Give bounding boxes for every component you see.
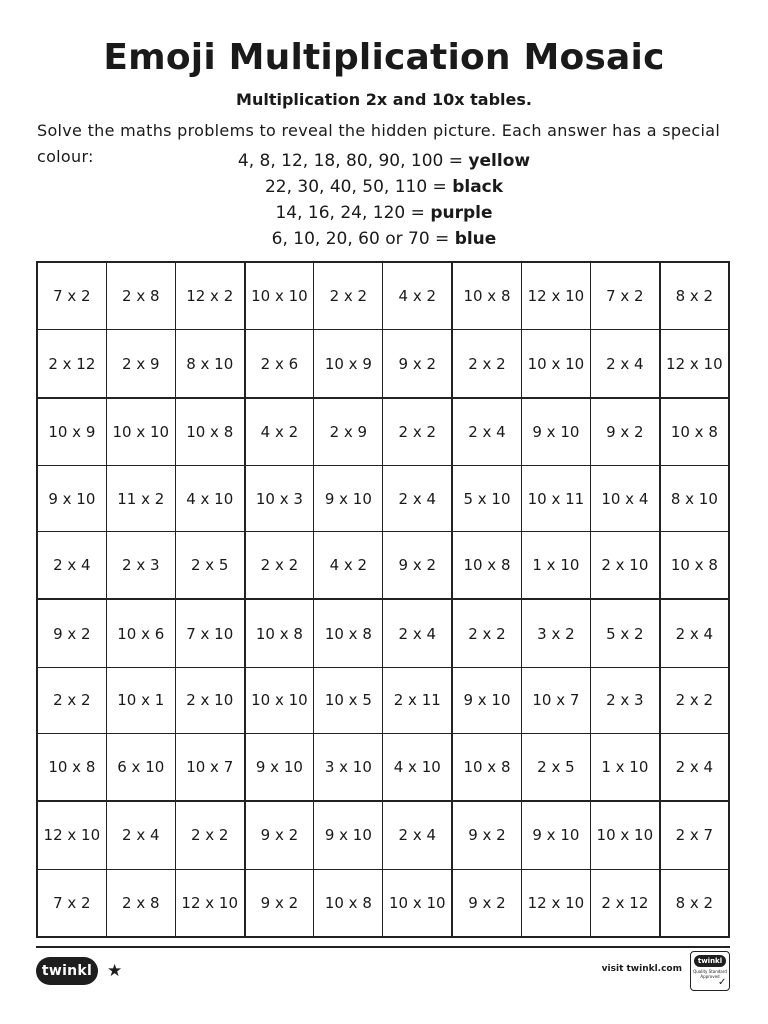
grid-cell[interactable]: 10 x 6: [106, 599, 175, 667]
key-colour: purple: [430, 203, 493, 223]
grid-cell[interactable]: 10 x 8: [660, 532, 729, 600]
grid-cell[interactable]: 2 x 4: [660, 733, 729, 801]
key-colour: yellow: [468, 151, 531, 171]
instructions: Solve the maths problems to reveal the hidden picture. Each answer has a special colour:: [37, 121, 721, 166]
grid-cell[interactable]: 8 x 2: [660, 262, 729, 330]
grid-cell[interactable]: 9 x 10: [314, 466, 383, 532]
grid-cell[interactable]: 4 x 10: [383, 733, 452, 801]
grid-cell[interactable]: 6 x 10: [106, 733, 175, 801]
grid-cell[interactable]: 10 x 8: [452, 262, 521, 330]
grid-cell[interactable]: 2 x 4: [383, 466, 452, 532]
grid-cell[interactable]: 7 x 2: [591, 262, 660, 330]
grid-cell[interactable]: 12 x 10: [37, 801, 106, 869]
quality-badge: [690, 951, 730, 991]
grid-cell[interactable]: 10 x 8: [314, 599, 383, 667]
grid-row: [37, 599, 729, 667]
badge-text: Quality Standard Approved: [693, 969, 727, 979]
grid-cell[interactable]: 4 x 2: [245, 398, 314, 466]
grid-cell[interactable]: 2 x 2: [383, 398, 452, 466]
grid-cell[interactable]: 4 x 2: [314, 532, 383, 600]
grid-cell[interactable]: 9 x 10: [245, 733, 314, 801]
grid-cell[interactable]: 9 x 2: [591, 398, 660, 466]
grid-cell[interactable]: 10 x 1: [106, 667, 175, 733]
check-icon: ✓: [718, 977, 727, 988]
grid-cell[interactable]: 9 x 10: [452, 667, 521, 733]
grid-cell[interactable]: 2 x 2: [452, 330, 521, 398]
grid-cell[interactable]: 10 x 8: [175, 398, 244, 466]
grid-cell[interactable]: 10 x 8: [452, 532, 521, 600]
colour-key-line: [0, 148, 768, 174]
grid-cell[interactable]: 10 x 8: [245, 599, 314, 667]
grid-cell[interactable]: 2 x 12: [37, 330, 106, 398]
grid-cell[interactable]: 2 x 4: [383, 599, 452, 667]
grid-cell[interactable]: 2 x 6: [245, 330, 314, 398]
grid-cell[interactable]: 10 x 9: [314, 330, 383, 398]
grid-cell[interactable]: 2 x 9: [314, 398, 383, 466]
grid-cell[interactable]: 10 x 8: [660, 398, 729, 466]
grid-cell[interactable]: 7 x 2: [37, 262, 106, 330]
grid-cell[interactable]: 3 x 2: [521, 599, 590, 667]
colour-key-line: [0, 174, 768, 200]
grid-cell[interactable]: 1 x 10: [521, 532, 590, 600]
grid-row: [37, 733, 729, 801]
grid-cell[interactable]: 10 x 10: [245, 667, 314, 733]
key-colour: blue: [454, 229, 497, 249]
grid-cell[interactable]: 10 x 7: [175, 733, 244, 801]
grid-cell[interactable]: 2 x 4: [591, 330, 660, 398]
grid-row: [37, 330, 729, 398]
key-numbers: 22, 30, 40, 50, 110 =: [264, 177, 453, 197]
footer-divider: [36, 946, 730, 948]
grid-cell[interactable]: 9 x 10: [37, 466, 106, 532]
grid-cell[interactable]: 12 x 10: [521, 869, 590, 937]
grid-cell[interactable]: 10 x 9: [37, 398, 106, 466]
key-numbers: 14, 16, 24, 120 =: [275, 203, 431, 223]
grid-cell[interactable]: 2 x 2: [452, 599, 521, 667]
grid-cell[interactable]: 7 x 2: [37, 869, 106, 937]
grid-cell[interactable]: 2 x 2: [314, 262, 383, 330]
mosaic-grid: [36, 261, 730, 938]
grid-cell[interactable]: 12 x 10: [175, 869, 244, 937]
grid-cell[interactable]: 9 x 2: [37, 599, 106, 667]
grid-cell[interactable]: 2 x 8: [106, 869, 175, 937]
grid-cell[interactable]: 2 x 7: [660, 801, 729, 869]
grid-cell[interactable]: 9 x 2: [452, 801, 521, 869]
grid-cell[interactable]: 2 x 11: [383, 667, 452, 733]
badge-logo: twinkl: [694, 955, 726, 967]
grid-cell[interactable]: 2 x 4: [452, 398, 521, 466]
grid-row: [37, 262, 729, 330]
grid-cell[interactable]: 11 x 2: [106, 466, 175, 532]
grid-row: [37, 532, 729, 600]
grid-cell[interactable]: 10 x 5: [314, 667, 383, 733]
grid-cell[interactable]: 3 x 10: [314, 733, 383, 801]
grid-cell[interactable]: 9 x 10: [314, 801, 383, 869]
grid-cell[interactable]: 10 x 7: [521, 667, 590, 733]
grid-cell[interactable]: 10 x 10: [383, 869, 452, 937]
grid-cell[interactable]: 2 x 5: [521, 733, 590, 801]
grid-cell[interactable]: 2 x 4: [660, 599, 729, 667]
grid-cell[interactable]: 2 x 4: [37, 532, 106, 600]
grid-cell[interactable]: 2 x 2: [245, 532, 314, 600]
key-numbers: 6, 10, 20, 60 or 70 =: [271, 229, 455, 249]
grid-cell[interactable]: 2 x 10: [175, 667, 244, 733]
grid-cell[interactable]: 2 x 4: [383, 801, 452, 869]
page-title: Emoji Multiplication Mosaic: [103, 37, 665, 78]
colour-key: [0, 148, 768, 252]
grid-cell[interactable]: 10 x 8: [452, 733, 521, 801]
grid-cell[interactable]: 10 x 3: [245, 466, 314, 532]
grid-cell[interactable]: 2 x 2: [175, 801, 244, 869]
grid-cell[interactable]: 5 x 10: [452, 466, 521, 532]
grid-row: [37, 466, 729, 532]
grid-cell[interactable]: 2 x 4: [106, 801, 175, 869]
grid-cell[interactable]: 8 x 10: [660, 466, 729, 532]
grid-cell[interactable]: 9 x 10: [521, 801, 590, 869]
grid-cell[interactable]: 9 x 2: [245, 801, 314, 869]
grid-cell[interactable]: 12 x 10: [660, 330, 729, 398]
grid-cell[interactable]: 2 x 10: [591, 532, 660, 600]
grid-cell[interactable]: 10 x 10: [245, 262, 314, 330]
grid-cell[interactable]: 10 x 8: [37, 733, 106, 801]
grid-cell[interactable]: 2 x 5: [175, 532, 244, 600]
visit-link[interactable]: visit twinkl.com: [601, 964, 682, 974]
grid-cell[interactable]: 10 x 10: [106, 398, 175, 466]
grid-cell[interactable]: 10 x 11: [521, 466, 590, 532]
grid-cell[interactable]: 10 x 10: [591, 801, 660, 869]
grid-cell[interactable]: 5 x 2: [591, 599, 660, 667]
grid-cell[interactable]: 2 x 2: [660, 667, 729, 733]
key-numbers: 4, 8, 12, 18, 80, 90, 100 =: [237, 151, 469, 171]
grid-cell[interactable]: 9 x 2: [452, 869, 521, 937]
grid-cell[interactable]: 12 x 10: [521, 262, 590, 330]
grid-cell[interactable]: 9 x 10: [521, 398, 590, 466]
grid-cell[interactable]: 4 x 10: [175, 466, 244, 532]
colour-key-line: [0, 200, 768, 226]
grid-cell[interactable]: 12 x 2: [175, 262, 244, 330]
grid-row: [37, 801, 729, 869]
grid-cell[interactable]: 2 x 12: [591, 869, 660, 937]
grid-cell[interactable]: 10 x 10: [521, 330, 590, 398]
grid-row: [37, 398, 729, 466]
grid-cell[interactable]: 2 x 8: [106, 262, 175, 330]
grid-cell[interactable]: 1 x 10: [591, 733, 660, 801]
grid-cell[interactable]: 9 x 2: [383, 532, 452, 600]
grid-cell[interactable]: 8 x 2: [660, 869, 729, 937]
grid-cell[interactable]: 4 x 2: [383, 262, 452, 330]
star-icon: ★: [107, 961, 123, 981]
grid-cell[interactable]: 10 x 8: [314, 869, 383, 937]
grid-cell[interactable]: 7 x 10: [175, 599, 244, 667]
twinkl-logo: twinkl: [36, 957, 98, 985]
grid-cell[interactable]: 2 x 3: [106, 532, 175, 600]
colour-key-line: [0, 226, 768, 252]
grid-cell[interactable]: 9 x 2: [245, 869, 314, 937]
grid-row: [37, 667, 729, 733]
key-colour: black: [452, 177, 504, 197]
grid-cell[interactable]: 10 x 4: [591, 466, 660, 532]
grid-cell[interactable]: 8 x 10: [175, 330, 244, 398]
page-subtitle: Multiplication 2x and 10x tables.: [236, 90, 532, 109]
grid-cell[interactable]: 9 x 2: [383, 330, 452, 398]
grid-cell[interactable]: 2 x 2: [37, 667, 106, 733]
grid-row: [37, 869, 729, 937]
grid-cell[interactable]: 2 x 9: [106, 330, 175, 398]
grid-cell[interactable]: 2 x 3: [591, 667, 660, 733]
